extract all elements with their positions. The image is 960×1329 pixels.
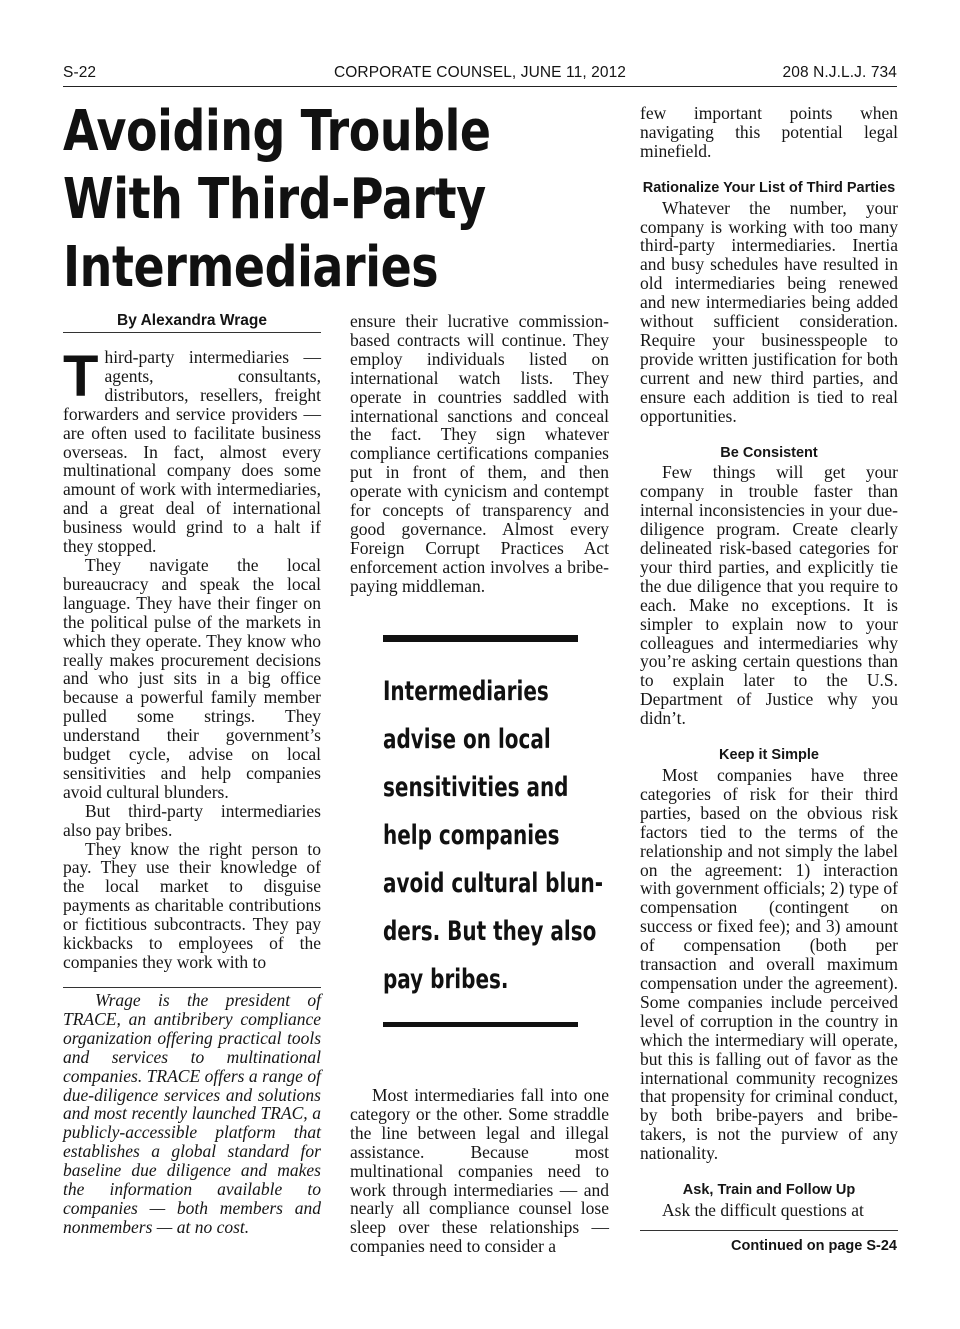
paragraph: They know the right person to pay. They use their knowledge of the local market to disguise payments as charitable contributions or fictitious subcontracts. They pay kickbacks to employees of the companies they work with to [63, 838, 321, 972]
paragraph: But third-party intermediaries also pay bribes. [63, 800, 321, 840]
paragraph: Whatever the number, your company is working with too many third-party intermediaries. Inertia and busy schedules have resulted in old intermediaries being renewed and new intermediaries being added without sufficient consideration. Require your businesspeople to provide written justification for both current and new third parties, and ensure each addition is tied to real opportunities. [640, 197, 898, 426]
byline-rule [63, 332, 321, 333]
paragraph: Most companies have three categories of risk for their third parties, based on the obvious risk factors tied to the terms of the relationship and not simply the label on the agreement: 1) interaction with government officials; 2) type of compensation (contingent on success or fixed fee); and 3) amount of compensation (both per transaction and overall maximum compensation under the agreement). Some companies include perceived level of corruption in the country in which the intermediary will operate, but this is falling out of favor as the international community recognizes that propensity for criminal conduct, by both bribe-payers and bribe-takers, is not the purview of any nationality. [640, 765, 898, 1164]
title-line-1: Avoiding Trouble [63, 99, 491, 164]
paragraph: Few things will get your company in trouble faster than internal inconsistencies in your due-diligence program. Create clearly delineated risk-based categories for your third parties, and explicitly tie the due diligence that you require to each. Make no exceptions. It is simpler to explain now to your colleagues and intermediaries why you’re asking certain questions than to explain later to the U.S. Department of Justice why you didn’t. [640, 462, 898, 729]
column-2 [350, 312, 609, 596]
title-line-2: With Third-Party [63, 167, 486, 232]
continued-jump-line: Continued on page S-24 [731, 1238, 897, 1254]
author-bio-text: Wrage is the president of TRACE, an antibribery compliance organization offering practical tools and services to multinational companies. TRACE offers a range of due-diligence services and solutions and most recently launched TRAC, a publicly-accessible platform that establishes a global standard for baseline due diligence and makes the information available to companies — both members and nonmembers — at no cost. [63, 990, 321, 1237]
pull-quote-line: sensitivities and [383, 772, 569, 803]
header-rule [63, 86, 897, 87]
title-line-3: Intermediaries [63, 235, 439, 300]
continued-rule [640, 1230, 898, 1231]
pull-quote-line: advise on local [383, 724, 551, 755]
paragraph: few important points when navigating this potential legal minefield. [640, 103, 898, 161]
pull-quote-line: Intermediaries [383, 676, 549, 707]
pull-quote-line: pay bribes. [383, 964, 509, 995]
opening-paragraph [63, 344, 321, 557]
paragraph: They navigate the local bureaucracy and speak the local language. They have their finger on the political pulse of the markets in which they operate. They know who really makes procurement decisions and who just sits in a big office because a powerful family member pulled some strings. They understand their government’s budget cycle, advise on local sensitivities and help companies avoid cultural blunders. [63, 554, 321, 802]
opening-paragraph-text: hird-party intermediaries — agents, consultants, distributors, resellers, freight forwarders and service providers — are often used to facilitate business overseas. In fact, almost every multinational company does some amount of work with intermediaries, and a great deal of international business would grind to a halt if they stopped. [63, 347, 321, 557]
column-1 [63, 344, 321, 972]
column-3 [640, 104, 898, 1220]
paragraph: ensure their lucrative commission-based contracts will continue. They employ individuals listed on international watch lists. They operate in countries saddled with international sanctions and conceal the fact. They sign whatever compliance certifications companies put in front of them, and then operate with cynicism and contempt for concepts of transparency and good governance. Almost every Foreign Corrupt Practices Act enforcement action involves a bribe-paying middleman. [350, 311, 609, 596]
bio-rule [63, 987, 321, 988]
citation: 208 N.J.L.J. 734 [782, 64, 897, 81]
author-bio [63, 991, 321, 1237]
paragraph: Ask the difficult questions at [662, 1199, 864, 1220]
article-title [63, 98, 522, 302]
pull-quote-line: avoid cultural blun- [383, 868, 604, 899]
subheading: Keep it Simple [719, 747, 819, 764]
byline: By Alexandra Wrage [117, 312, 267, 329]
pull-quote-line: ders. But they also [383, 916, 597, 947]
page-number: S-22 [63, 64, 97, 81]
paragraph: Most intermediaries fall into one category or the other. Some straddle the line between legal and illegal assistance. Because most multinational companies need to work through intermediaries — and nearly all compliance counsel lose sleep over these relationships — companies need to consider a [350, 1085, 609, 1257]
publication-line: CORPORATE COUNSEL, JUNE 11, 2012 [333, 64, 627, 81]
column-2-continued [350, 1086, 609, 1256]
subheading: Ask, Train and Follow Up [682, 1182, 856, 1199]
pull-quote [383, 668, 605, 1004]
subheading: Be Consistent [720, 444, 818, 461]
pull-quote-line: help companies [383, 820, 560, 851]
pull-quote-rule-top [383, 635, 578, 642]
subheading: Rationalize Your List of Third Parties [642, 179, 896, 196]
drop-cap: T [63, 344, 99, 409]
pull-quote-rule-bottom [383, 1022, 578, 1027]
